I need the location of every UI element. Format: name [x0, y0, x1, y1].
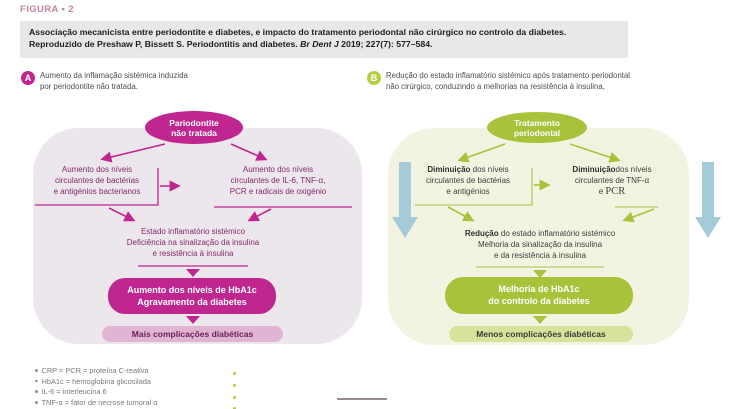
caption-journal: Br Dent J: [300, 39, 339, 50]
panel-b-badge: B: [367, 71, 381, 85]
panel-b-outcome-pill: Menos complicações diabéticas: [449, 326, 633, 342]
panel-b-right-line3-prefix: e: [598, 187, 606, 196]
caption-text: Associação mecanicista entre periodontite e diabetes, e impacto do tratamento periodontal não cirúrgico no controlo da diabetes. Reproduzido de Preshaw P, Bissett S. Periodontitis and diabetes.: [29, 27, 567, 50]
panel-a-center-node: [95, 226, 291, 259]
panel-a-right-line1: Aumento dos níveis: [242, 165, 314, 174]
panel-b-left-rest: dos níveis: [470, 165, 509, 174]
panel-a-center-line1: Estado inflamatório sistémico: [140, 227, 246, 236]
panel-b-right-line1: [543, 164, 681, 175]
panel-b-left-node: [398, 164, 538, 197]
panel-b-intro-line2: não cirúrgico, conduzindo a melhorias na resistência à insulina,: [386, 81, 605, 91]
panel-b-center-node: [438, 228, 642, 261]
caption-citation: 2019; 227(7): 577–584.: [338, 39, 433, 50]
footnote-crp-text: CRP = PCR = proteína C-reativa: [41, 366, 149, 375]
green-dot-icon: [233, 396, 236, 399]
panel-a-left-line1: Aumento dos níveis: [61, 165, 133, 174]
green-dot-icon: [233, 384, 236, 387]
green-dot-icon: [233, 372, 236, 375]
panel-a-center-line3: e resistência à insulina: [152, 249, 234, 258]
figure-caption: [20, 21, 628, 58]
panel-a-intro: [40, 71, 350, 93]
footnote-il6-text: IL-6 = interleucina 6: [41, 387, 107, 397]
panel-a-badge: A: [21, 71, 35, 85]
panel-a-intro-line2: por periodontite não tratada.: [40, 81, 138, 91]
panel-b-left-line1: [398, 164, 538, 175]
bullet-dot-icon: [35, 401, 38, 404]
panel-b-right-bold: Diminuição: [572, 165, 616, 174]
panel-a-result-box: [108, 278, 276, 314]
panel-a-outcome-pill: Mais complicações diabéticas: [102, 326, 283, 342]
panel-a-root-line2: não tratada: [171, 127, 217, 138]
panel-a-result-line2: Agravamento da diabetes: [137, 297, 247, 307]
panel-a-root-node: [145, 111, 243, 144]
panel-b-right-line3-serif: PCR: [605, 186, 626, 197]
bullet-dot-icon: [35, 380, 38, 383]
panel-b-left-bold: Diminuição: [427, 165, 471, 174]
panel-b-root-node: [487, 112, 587, 143]
panel-b-intro: [386, 71, 716, 93]
panel-b-right-line2: circulantes de TNF-α: [574, 176, 650, 185]
panel-b-result-line2: do controlo da diabetes: [488, 296, 590, 306]
footnote-il6: [35, 388, 157, 396]
panel-a-left-node: [34, 164, 160, 197]
footnote-hba1c-text: HbA1c = hemoglobina glicosilada: [41, 376, 151, 386]
panel-b-result-line1: Melhoria de HbA1c: [498, 284, 580, 294]
panel-b-center-line1: [438, 228, 642, 239]
panel-a-left-line3: e antigénios bacterianos: [53, 187, 141, 196]
figure-label: FIGURA • 2: [20, 4, 74, 15]
panel-b-result-box: [445, 277, 633, 314]
panel-b-center-rest: do estado inflamatório sistémico: [498, 229, 616, 238]
divider-line: [337, 398, 387, 400]
panel-b-right-line3: [543, 186, 681, 197]
panel-a-root-line1: Pariodontite: [169, 117, 219, 128]
panel-a-right-node: [198, 164, 358, 197]
bullet-dot-icon: [35, 390, 38, 393]
panel-b-left-line2: circulantes de bactérias: [425, 176, 511, 185]
panel-a-right-line2: circulantes de IL-6, TNF-α,: [230, 176, 326, 185]
panel-b-left-line3: e antigénios: [446, 187, 490, 196]
footnote-tnf-text: TNF-α = fator de necrose tumoral α: [41, 397, 158, 407]
panel-a-right-line3: PCR e radicais de oxigénio: [229, 187, 327, 196]
footnote-hba1c: [35, 378, 157, 386]
footnote-tnf: [35, 399, 157, 407]
panel-b-center-line2: Melhoria da sinalização da insulina: [477, 240, 603, 249]
panel-b-root-line1: Tratamento: [514, 117, 560, 128]
panel-a-result-line1: Aumento dos níveis de HbA1c: [127, 285, 257, 295]
blue-down-arrow-right: [695, 162, 721, 238]
panel-b-root-line2: periodontal: [513, 127, 561, 138]
panel-b-intro-line1: Redução do estado inflamatório sistémico após tratamento periodontal: [386, 71, 631, 80]
panel-a-left-line2: circulantes de bactérias: [54, 176, 140, 185]
abbreviation-footnotes: [35, 367, 157, 409]
bullet-dot-icon: [35, 369, 38, 372]
panel-b-right-node: [543, 164, 681, 197]
panel-a-intro-line1: Aumento da inflamação sistémica induzida: [40, 71, 188, 80]
panel-b-center-bold: Redução: [464, 229, 499, 238]
panel-b-right-rest: dos níveis: [615, 165, 652, 174]
panel-b-center-line3: e da resistência à insulina: [493, 251, 587, 260]
footnote-crp: [35, 367, 157, 375]
panel-a-center-line2: Deficiência na sinalização da insulina: [126, 238, 260, 247]
